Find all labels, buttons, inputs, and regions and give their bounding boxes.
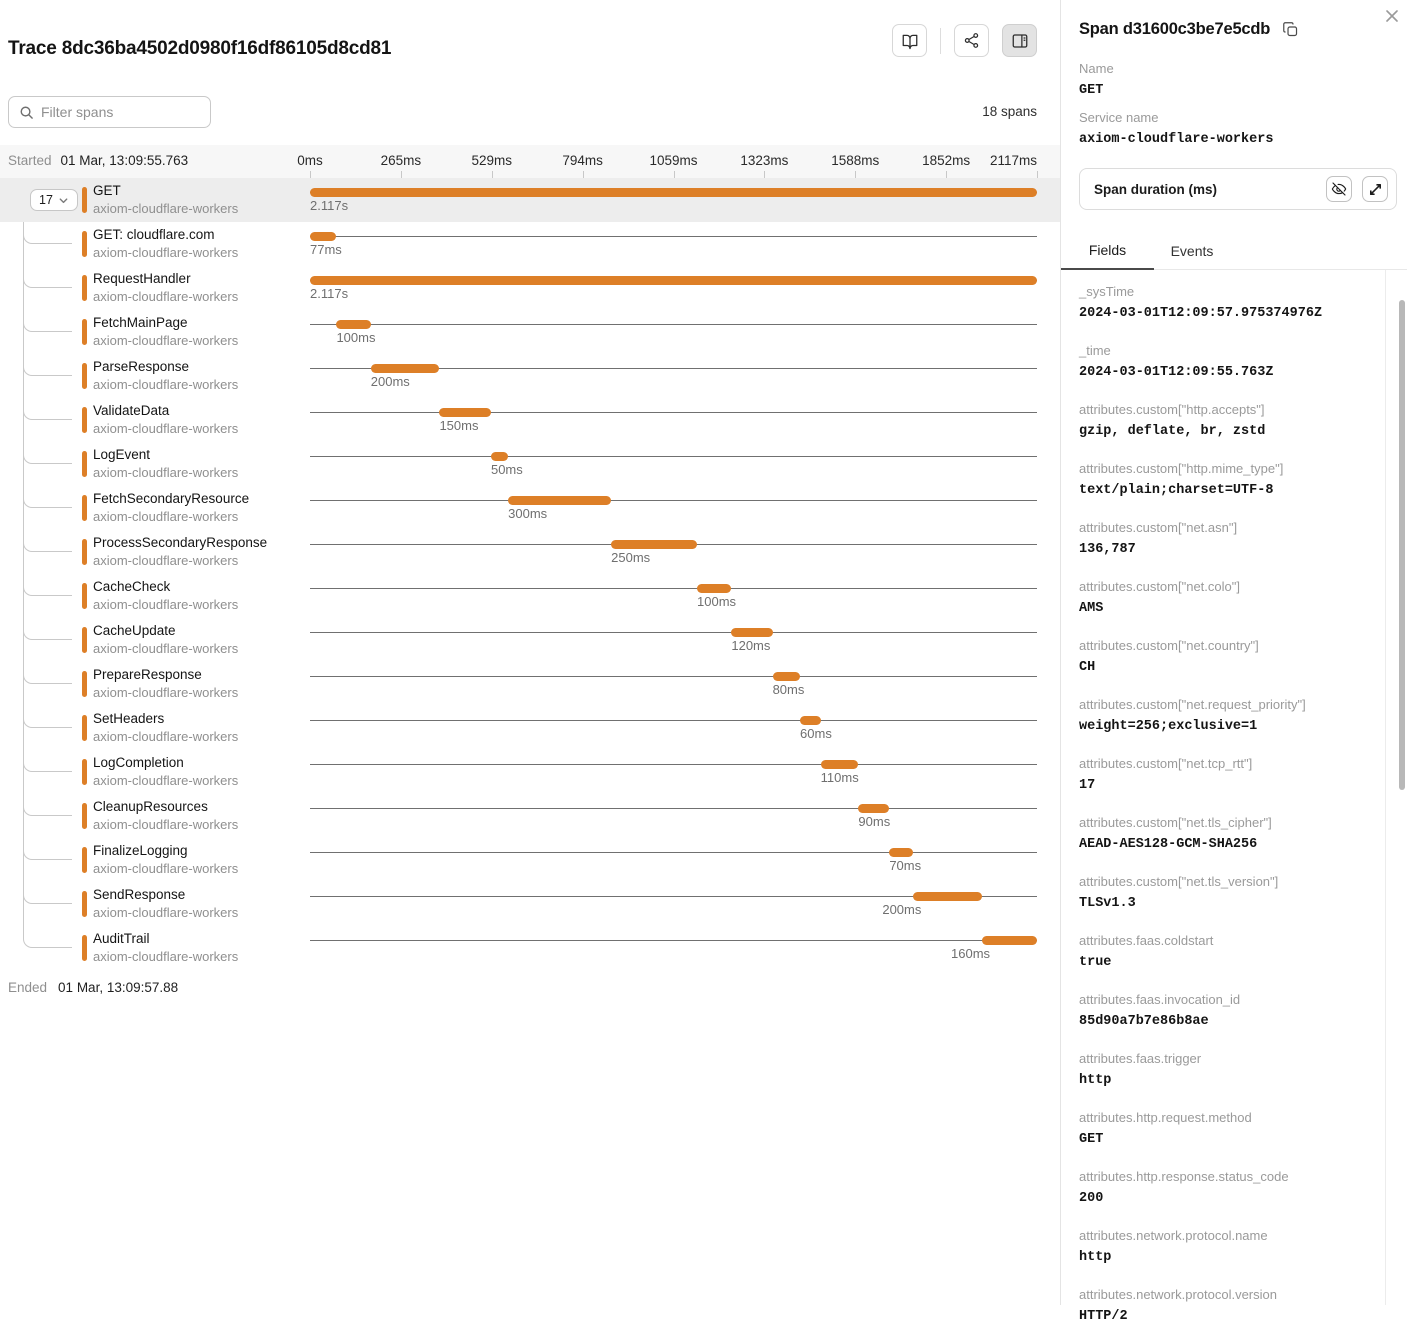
- field-value: 17: [1079, 778, 1096, 793]
- tab-fields[interactable]: Fields: [1061, 232, 1154, 270]
- span-duration-bar[interactable]: [611, 540, 697, 549]
- expand-chart-button[interactable]: [1362, 176, 1388, 202]
- span-service-name: axiom-cloudflare-workers: [93, 377, 239, 392]
- span-duration-bar[interactable]: [491, 452, 508, 461]
- toolbar-divider: [940, 28, 941, 54]
- timeline-tick-label: 2117ms: [989, 153, 1037, 168]
- tree-branch-connector: [23, 496, 72, 508]
- field-value: 200: [1079, 1191, 1104, 1206]
- field-label: attributes.http.response.status_code: [1079, 1169, 1289, 1184]
- span-duration-bar[interactable]: [889, 848, 913, 857]
- started-label: Started: [8, 153, 52, 168]
- chevron-down-icon: [58, 195, 69, 206]
- timeline-tick-label: 529ms: [471, 153, 513, 168]
- span-duration-bar[interactable]: [371, 364, 440, 373]
- field-label: attributes.network.protocol.name: [1079, 1228, 1268, 1243]
- timeline-tick-mark: [764, 171, 765, 178]
- span-extent-line: [310, 940, 1037, 941]
- span-extent-line: [310, 324, 1037, 325]
- span-name: LogCompletion: [93, 755, 184, 770]
- panel-right-icon: [1011, 32, 1029, 50]
- tree-branch-connector: [23, 804, 72, 816]
- span-waterfall-cell: [310, 926, 1037, 970]
- timeline-tick-label: 1323ms: [740, 153, 789, 168]
- span-waterfall-cell: [310, 882, 1037, 926]
- span-row[interactable]: [0, 794, 1060, 838]
- ended-label: Ended: [8, 980, 48, 995]
- field-row: [1079, 815, 1385, 853]
- span-duration-label: 110ms: [820, 770, 859, 785]
- span-details-title: Span d31600c3be7e5cdb: [1079, 20, 1271, 38]
- span-color-tick: [82, 451, 87, 477]
- span-waterfall-cell: [310, 662, 1037, 706]
- span-details-panel: [1060, 0, 1407, 1324]
- span-duration-bar[interactable]: [310, 232, 336, 241]
- tree-branch-connector: [23, 452, 72, 464]
- span-name: CacheCheck: [93, 579, 171, 594]
- timeline-tick-label: 1852ms: [922, 153, 971, 168]
- eye-off-icon: [1331, 181, 1347, 197]
- tab-events[interactable]: Events: [1170, 243, 1214, 259]
- name-value: GET: [1079, 83, 1104, 98]
- trace-end-time: [8, 980, 178, 995]
- span-duration-chart-title: Span duration (ms): [1094, 181, 1218, 197]
- span-duration-label: 120ms: [731, 638, 771, 653]
- timeline-tick-mark: [310, 171, 311, 178]
- span-extent-line: [310, 676, 1037, 677]
- field-label: attributes.custom["net.colo"]: [1079, 579, 1240, 594]
- span-service-name: axiom-cloudflare-workers: [93, 773, 239, 788]
- tree-branch-connector: [23, 232, 72, 244]
- timeline-tick-mark: [583, 171, 584, 178]
- span-service-name: axiom-cloudflare-workers: [93, 729, 239, 744]
- span-extent-line: [310, 500, 1037, 501]
- span-duration-label: 150ms: [439, 418, 479, 433]
- field-value: 136,787: [1079, 542, 1136, 557]
- span-waterfall-cell: [310, 794, 1037, 838]
- span-duration-bar[interactable]: [982, 936, 1037, 945]
- tree-branch-connector: [23, 408, 72, 420]
- scrollbar-thumb[interactable]: [1399, 300, 1405, 790]
- span-extent-line: [310, 852, 1037, 853]
- span-waterfall-cell: [310, 354, 1037, 398]
- field-row: [1079, 579, 1385, 617]
- span-duration-bar[interactable]: [913, 892, 982, 901]
- tree-branch-connector: [23, 364, 72, 376]
- span-service-name: axiom-cloudflare-workers: [93, 553, 239, 568]
- span-duration-bar[interactable]: [800, 716, 821, 725]
- span-duration-bar[interactable]: [858, 804, 889, 813]
- span-color-tick: [82, 275, 87, 301]
- trace-start-time: [8, 153, 188, 168]
- span-name: SetHeaders: [93, 711, 165, 726]
- tree-branch-connector: [23, 848, 72, 860]
- span-extent-line: [310, 236, 1037, 237]
- scrollbar-track: [1385, 270, 1386, 1305]
- tree-branch-connector: [23, 276, 72, 288]
- timeline-tick-mark: [492, 171, 493, 178]
- span-color-tick: [82, 627, 87, 653]
- span-color-tick: [82, 671, 87, 697]
- field-value: http: [1079, 1250, 1112, 1265]
- span-color-tick: [82, 407, 87, 433]
- span-duration-label: 70ms: [889, 858, 922, 873]
- book-icon: [901, 32, 919, 50]
- filter-spans-input[interactable]: [41, 104, 191, 120]
- field-value: 2024-03-01T12:09:55.763Z: [1079, 365, 1274, 380]
- tree-branch-connector: [23, 936, 72, 948]
- copy-span-id-button[interactable]: [1282, 21, 1299, 38]
- span-duration-chart-card: [1079, 168, 1397, 210]
- span-service-name: axiom-cloudflare-workers: [93, 597, 239, 612]
- field-row: [1079, 343, 1385, 381]
- span-waterfall-cell: [310, 266, 1037, 310]
- fields-list: [1079, 270, 1385, 1324]
- timeline-tick-label: 265ms: [380, 153, 422, 168]
- span-color-tick: [82, 847, 87, 873]
- field-row: [1079, 756, 1385, 794]
- field-value: http: [1079, 1073, 1112, 1088]
- field-value: true: [1079, 955, 1112, 970]
- span-service-name: axiom-cloudflare-workers: [93, 201, 239, 216]
- span-name: CleanupResources: [93, 799, 208, 814]
- field-row: [1079, 1228, 1385, 1266]
- search-icon: [19, 105, 34, 120]
- span-row[interactable]: [0, 926, 1060, 970]
- span-duration-label: 160ms: [951, 946, 991, 961]
- field-label: _sysTime: [1079, 284, 1135, 299]
- span-name: GET: [93, 183, 121, 198]
- tree-branch-connector: [23, 716, 72, 728]
- field-label: attributes.custom["net.asn"]: [1079, 520, 1238, 535]
- span-service-name: axiom-cloudflare-workers: [93, 685, 239, 700]
- span-duration-bar[interactable]: [731, 628, 772, 637]
- span-color-tick: [82, 363, 87, 389]
- span-row[interactable]: [0, 750, 1060, 794]
- span-duration-label: 60ms: [800, 726, 832, 741]
- span-color-tick: [82, 935, 87, 961]
- span-service-name: axiom-cloudflare-workers: [93, 817, 239, 832]
- span-color-tick: [82, 319, 87, 345]
- span-duration-bar[interactable]: [821, 760, 859, 769]
- timeline-axis: [297, 145, 1037, 178]
- span-duration-bar[interactable]: [310, 188, 1037, 197]
- span-service-name: axiom-cloudflare-workers: [93, 641, 239, 656]
- span-service-name: axiom-cloudflare-workers: [93, 333, 239, 348]
- tree-branch-connector: [23, 628, 72, 640]
- name-label: Name: [1079, 61, 1114, 76]
- span-row[interactable]: [0, 706, 1060, 750]
- tree-branch-connector: [23, 760, 72, 772]
- field-row: [1079, 461, 1385, 499]
- tree-branch-connector: [23, 892, 72, 904]
- field-row: [1079, 992, 1385, 1030]
- span-service-name: axiom-cloudflare-workers: [93, 509, 239, 524]
- field-row: [1079, 697, 1385, 735]
- span-duration-bar[interactable]: [697, 584, 731, 593]
- span-row[interactable]: [0, 442, 1060, 486]
- span-color-tick: [82, 891, 87, 917]
- field-label: attributes.custom["net.request_priority"]: [1079, 697, 1306, 712]
- timeline-header: [0, 145, 1060, 178]
- span-waterfall-cell: [310, 838, 1037, 882]
- field-label: attributes.faas.trigger: [1079, 1051, 1202, 1066]
- span-color-tick: [82, 759, 87, 785]
- field-value: TLSv1.3: [1079, 896, 1136, 911]
- timeline-tick-label: 794ms: [562, 153, 603, 168]
- share-icon: [963, 32, 980, 49]
- timeline-tick-mark: [946, 171, 947, 178]
- span-name: ParseResponse: [93, 359, 190, 374]
- span-name: LogEvent: [93, 447, 151, 462]
- span-color-tick: [82, 495, 87, 521]
- span-row[interactable]: [0, 882, 1060, 926]
- tree-branch-connector: [23, 320, 72, 332]
- span-color-tick: [82, 583, 87, 609]
- span-row[interactable]: [0, 398, 1060, 442]
- field-row: [1079, 1110, 1385, 1148]
- tree-branch-connector: [23, 540, 72, 552]
- span-duration-label: 2.117s: [310, 198, 349, 213]
- span-name: RequestHandler: [93, 271, 191, 286]
- span-row[interactable]: [0, 178, 1060, 222]
- field-row: [1079, 402, 1385, 440]
- span-extent-line: [310, 588, 1037, 589]
- field-label: attributes.custom["net.tls_cipher"]: [1079, 815, 1272, 830]
- field-label: attributes.faas.coldstart: [1079, 933, 1214, 948]
- span-extent-line: [310, 764, 1037, 765]
- hide-chart-button[interactable]: [1326, 176, 1352, 202]
- copy-icon: [1282, 21, 1299, 38]
- span-waterfall-cell: [310, 310, 1037, 354]
- field-value: 2024-03-01T12:09:57.975374976Z: [1079, 306, 1323, 321]
- expand-icon: [1368, 182, 1383, 197]
- field-row: [1079, 284, 1385, 322]
- span-row[interactable]: [0, 838, 1060, 882]
- span-waterfall-cell: [310, 178, 1037, 222]
- span-duration-label: 100ms: [697, 594, 737, 609]
- span-waterfall-cell: [310, 618, 1037, 662]
- docs-button[interactable]: [892, 24, 927, 57]
- child-count: 17: [39, 193, 53, 207]
- span-duration-label: 77ms: [310, 242, 342, 257]
- span-duration-label: 250ms: [611, 550, 651, 565]
- timeline-tick-mark: [1037, 171, 1038, 178]
- timeline-tick-label: 1059ms: [649, 153, 698, 168]
- span-duration-label: 200ms: [370, 374, 410, 389]
- timeline-tick-mark: [855, 171, 856, 178]
- span-color-tick: [82, 715, 87, 741]
- toolbar: [892, 24, 1037, 57]
- timeline-tick-mark: [401, 171, 402, 178]
- span-extent-line: [310, 720, 1037, 721]
- field-row: [1079, 1051, 1385, 1089]
- span-duration-label: 80ms: [772, 682, 805, 697]
- field-row: [1079, 1169, 1385, 1207]
- details-tabs: [1061, 232, 1407, 270]
- timeline-tick-label: 0ms: [297, 153, 323, 168]
- span-name: FinalizeLogging: [93, 843, 188, 858]
- filter-spans-box: [8, 96, 211, 128]
- page-title: Trace 8dc36ba4502d0980f16df86105d8cd81: [8, 38, 392, 59]
- span-service-name: axiom-cloudflare-workers: [93, 289, 239, 304]
- span-duration-bar[interactable]: [508, 496, 611, 505]
- field-label: _time: [1079, 343, 1111, 358]
- field-label: attributes.custom["net.tls_version"]: [1079, 874, 1279, 889]
- share-button[interactable]: [954, 24, 989, 57]
- toggle-details-panel-button[interactable]: [1002, 24, 1037, 57]
- span-waterfall-cell: [310, 222, 1037, 266]
- close-icon: [1385, 9, 1399, 23]
- field-value: 85d90a7b7e86b8ae: [1079, 1014, 1209, 1029]
- field-value: CH: [1079, 660, 1096, 675]
- span-extent-line: [310, 412, 1037, 413]
- field-value: AEAD-AES128-GCM-SHA256: [1079, 837, 1258, 852]
- field-label: attributes.network.protocol.version: [1079, 1287, 1277, 1302]
- service-name-label: Service name: [1079, 110, 1159, 125]
- span-color-tick: [82, 187, 87, 213]
- collapse-children-button[interactable]: [30, 189, 78, 211]
- span-duration-label: 100ms: [336, 330, 376, 345]
- span-row[interactable]: [0, 530, 1060, 574]
- span-waterfall-cell: [310, 442, 1037, 486]
- span-row[interactable]: [0, 662, 1060, 706]
- tree-branch-connector: [23, 672, 72, 684]
- span-waterfall: [0, 178, 1060, 970]
- span-count: 18 spans: [982, 104, 1037, 119]
- span-row[interactable]: [0, 354, 1060, 398]
- span-service-name: axiom-cloudflare-workers: [93, 905, 239, 920]
- span-name: ProcessSecondaryResponse: [93, 535, 268, 550]
- field-value: GET: [1079, 1132, 1104, 1147]
- field-value: HTTP/2: [1079, 1309, 1128, 1324]
- service-name-value: axiom-cloudflare-workers: [1079, 132, 1274, 147]
- span-row[interactable]: [0, 266, 1060, 310]
- span-name: CacheUpdate: [93, 623, 176, 638]
- span-waterfall-cell: [310, 706, 1037, 750]
- field-value: gzip, deflate, br, zstd: [1079, 424, 1266, 439]
- span-service-name: axiom-cloudflare-workers: [93, 861, 239, 876]
- field-row: [1079, 638, 1385, 676]
- field-value: text/plain;charset=UTF-8: [1079, 483, 1274, 498]
- span-name: PrepareResponse: [93, 667, 202, 682]
- span-duration-bar[interactable]: [336, 320, 370, 329]
- span-row[interactable]: [0, 486, 1060, 530]
- span-waterfall-cell: [310, 530, 1037, 574]
- close-panel-button[interactable]: [1383, 7, 1401, 25]
- started-value: 01 Mar, 13:09:55.763: [60, 153, 189, 168]
- timeline-tick-label: 1588ms: [831, 153, 880, 168]
- field-label: attributes.custom["net.tcp_rtt"]: [1079, 756, 1253, 771]
- span-duration-label: 200ms: [882, 902, 922, 917]
- span-waterfall-cell: [310, 574, 1037, 618]
- span-name: ValidateData: [93, 403, 170, 418]
- timeline-tick-mark: [674, 171, 675, 178]
- span-duration-label: 90ms: [858, 814, 891, 829]
- span-service-name: axiom-cloudflare-workers: [93, 421, 239, 436]
- span-row[interactable]: [0, 222, 1060, 266]
- span-duration-bar[interactable]: [439, 408, 491, 417]
- span-color-tick: [82, 231, 87, 257]
- span-duration-bar[interactable]: [310, 276, 1037, 285]
- span-extent-line: [310, 632, 1037, 633]
- span-waterfall-cell: [310, 398, 1037, 442]
- span-service-name: axiom-cloudflare-workers: [93, 245, 239, 260]
- span-color-tick: [82, 803, 87, 829]
- span-duration-label: 50ms: [490, 462, 523, 477]
- span-service-name: axiom-cloudflare-workers: [93, 465, 239, 480]
- span-row[interactable]: [0, 618, 1060, 662]
- field-row: [1079, 520, 1385, 558]
- span-name: SendResponse: [93, 887, 186, 902]
- field-row: [1079, 933, 1385, 971]
- span-extent-line: [310, 456, 1037, 457]
- span-name: GET: cloudflare.com: [93, 227, 215, 242]
- ended-value: 01 Mar, 13:09:57.88: [58, 980, 179, 995]
- span-extent-line: [310, 808, 1037, 809]
- field-row: [1079, 874, 1385, 912]
- span-waterfall-cell: [310, 486, 1037, 530]
- span-name: FetchMainPage: [93, 315, 188, 330]
- span-waterfall-cell: [310, 750, 1037, 794]
- field-row: [1079, 1287, 1385, 1325]
- span-duration-label: 300ms: [508, 506, 548, 521]
- field-label: attributes.custom["http.accepts"]: [1079, 402, 1265, 417]
- field-value: AMS: [1079, 601, 1104, 616]
- field-label: attributes.custom["net.country"]: [1079, 638, 1259, 653]
- span-name: AuditTrail: [93, 931, 150, 946]
- tree-branch-connector: [23, 584, 72, 596]
- field-label: attributes.faas.invocation_id: [1079, 992, 1241, 1007]
- span-service-name: axiom-cloudflare-workers: [93, 949, 239, 964]
- span-row[interactable]: [0, 310, 1060, 354]
- span-color-tick: [82, 539, 87, 565]
- span-duration-bar[interactable]: [773, 672, 800, 681]
- field-label: attributes.http.request.method: [1079, 1110, 1252, 1125]
- field-value: weight=256;exclusive=1: [1079, 719, 1258, 734]
- span-duration-label: 2.117s: [310, 286, 349, 301]
- span-name: FetchSecondaryResource: [93, 491, 250, 506]
- field-label: attributes.custom["http.mime_type"]: [1079, 461, 1284, 476]
- span-row[interactable]: [0, 574, 1060, 618]
